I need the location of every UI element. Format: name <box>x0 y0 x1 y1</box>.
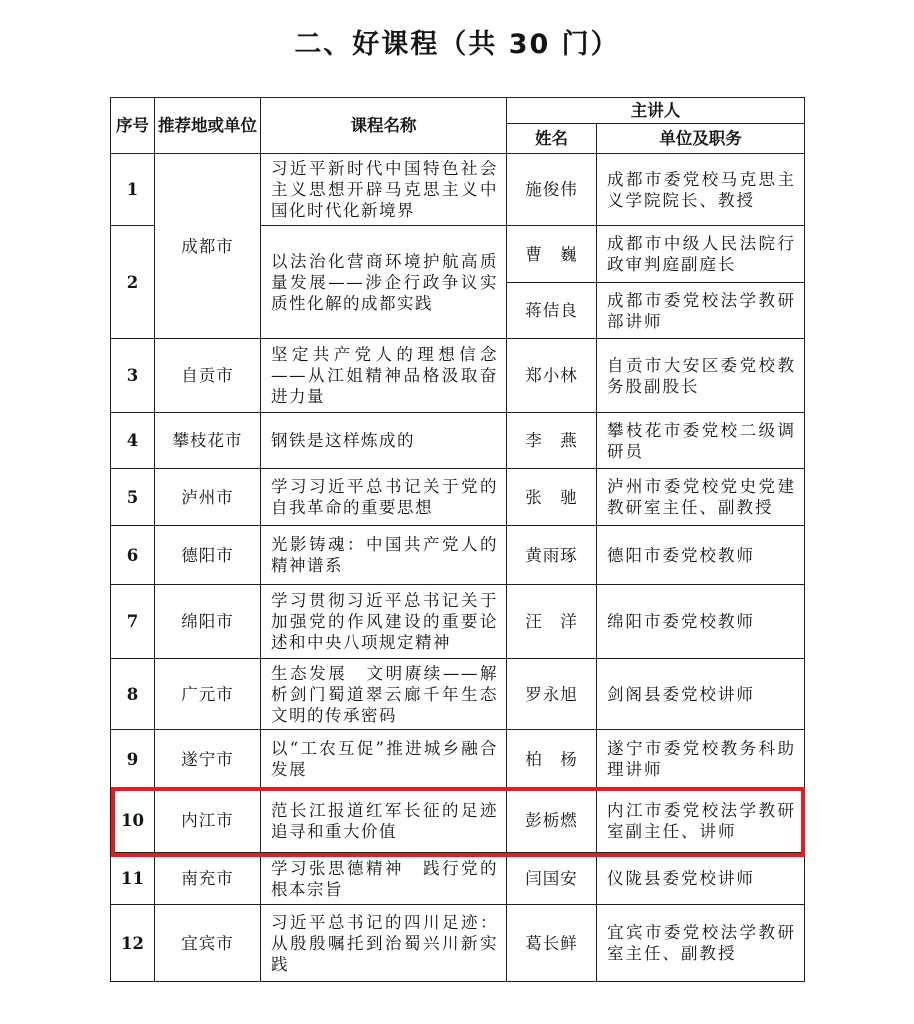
course-table <box>110 97 805 982</box>
row-lecturer-position: 宜宾市委党校法学教研室主任、副教授 <box>597 905 805 982</box>
row-city: 宜宾市 <box>155 905 261 982</box>
row-lecturer-name: 黄雨琢 <box>507 526 597 585</box>
row-lecturer-position: 绵阳市委党校教师 <box>597 585 805 659</box>
row-lecturer-name: 葛长鲜 <box>507 905 597 982</box>
row-number: 1 <box>111 154 155 226</box>
row-lecturer-name: 闫国安 <box>507 853 597 905</box>
row-number: 7 <box>111 585 155 659</box>
table-row <box>111 154 805 226</box>
row-course: 以“工农互促”推进城乡融合发展 <box>261 730 507 789</box>
row-course: 光影铸魂：中国共产党人的精神谱系 <box>261 526 507 585</box>
page-title: 二、好课程（共 30 门） <box>294 29 620 60</box>
row-lecturer-name: 汪 洋 <box>507 585 597 659</box>
row-city: 泸州市 <box>155 469 261 526</box>
row-course: 生态发展 文明赓续——解析剑门蜀道翠云廊千年生态文明的传承密码 <box>261 659 507 730</box>
row-course: 习近平新时代中国特色社会主义思想开辟马克思主义中国化时代化新境界 <box>261 154 507 226</box>
row-number: 6 <box>111 526 155 585</box>
row-lecturer-position: 遂宁市委党校教务科助理讲师 <box>597 730 805 789</box>
table-row <box>111 526 805 585</box>
row-lecturer-position: 自贡市大安区委党校教务股副股长 <box>597 339 805 413</box>
table-row <box>111 905 805 982</box>
row-course: 钢铁是这样炼成的 <box>261 413 507 469</box>
row-course: 学习习近平总书记关于党的自我革命的重要思想 <box>261 469 507 526</box>
row-number: 2 <box>111 226 155 339</box>
row-number: 4 <box>111 413 155 469</box>
table-row <box>111 339 805 413</box>
header-index: 序号 <box>111 98 155 154</box>
row-lecturer-name: 李 燕 <box>507 413 597 469</box>
row-course: 范长江报道红军长征的足迹追寻和重大价值 <box>261 789 507 853</box>
table-row <box>111 789 805 853</box>
row-city: 南充市 <box>155 853 261 905</box>
table-row <box>111 469 805 526</box>
row-city: 广元市 <box>155 659 261 730</box>
row-city: 德阳市 <box>155 526 261 585</box>
row-course: 学习张思德精神 践行党的根本宗旨 <box>261 853 507 905</box>
header-lecturer: 主讲人 <box>507 98 805 124</box>
row-lecturer-position: 剑阁县委党校讲师 <box>597 659 805 730</box>
row-course: 学习贯彻习近平总书记关于加强党的作风建设的重要论述和中央八项规定精神 <box>261 585 507 659</box>
header-name: 姓名 <box>507 124 597 154</box>
row-number: 11 <box>111 853 155 905</box>
row-lecturer-name: 罗永旭 <box>507 659 597 730</box>
row-course: 以法治化营商环境护航高质量发展——涉企行政争议实质性化解的成都实践 <box>261 226 507 339</box>
header-unit: 推荐地或单位 <box>155 98 261 154</box>
row-number: 8 <box>111 659 155 730</box>
row-number: 9 <box>111 730 155 789</box>
table-row <box>111 730 805 789</box>
row-lecturer-name: 张 驰 <box>507 469 597 526</box>
row-city: 遂宁市 <box>155 730 261 789</box>
row-lecturer-position: 仪陇县委党校讲师 <box>597 853 805 905</box>
row-lecturer-name: 郑小林 <box>507 339 597 413</box>
row-lecturer-position: 泸州市委党校党史党建教研室主任、副教授 <box>597 469 805 526</box>
row-lecturer-name: 曹 巍 <box>507 226 597 283</box>
row-lecturer-position: 成都市中级人民法院行政审判庭副庭长 <box>597 226 805 283</box>
row-lecturer-name: 蒋佶良 <box>507 283 597 339</box>
row-lecturer-position: 攀枝花市委党校二级调研员 <box>597 413 805 469</box>
header-position: 单位及职务 <box>597 124 805 154</box>
row-number: 5 <box>111 469 155 526</box>
row-number: 10 <box>111 789 155 853</box>
row-city: 攀枝花市 <box>155 413 261 469</box>
row-course: 坚定共产党人的理想信念——从江姐精神品格汲取奋进力量 <box>261 339 507 413</box>
table-row <box>111 585 805 659</box>
row-number: 3 <box>111 339 155 413</box>
row-lecturer-name: 施俊伟 <box>507 154 597 226</box>
row-city: 内江市 <box>155 789 261 853</box>
header-row <box>111 98 805 124</box>
row-lecturer-position: 成都市委党校法学教研部讲师 <box>597 283 805 339</box>
row-number: 12 <box>111 905 155 982</box>
table-row <box>111 853 805 905</box>
row-lecturer-name: 柏 杨 <box>507 730 597 789</box>
row-city: 绵阳市 <box>155 585 261 659</box>
row-city: 自贡市 <box>155 339 261 413</box>
table-row <box>111 413 805 469</box>
table-row <box>111 659 805 730</box>
row-lecturer-position: 内江市委党校法学教研室副主任、讲师 <box>597 789 805 853</box>
row-lecturer-name: 彭栃燃 <box>507 789 597 853</box>
row-city: 成都市 <box>155 154 261 339</box>
header-course: 课程名称 <box>261 98 507 154</box>
row-lecturer-position: 成都市委党校马克思主义学院院长、教授 <box>597 154 805 226</box>
row-course: 习近平总书记的四川足迹：从殷殷嘱托到治蜀兴川新实践 <box>261 905 507 982</box>
row-lecturer-position: 德阳市委党校教师 <box>597 526 805 585</box>
